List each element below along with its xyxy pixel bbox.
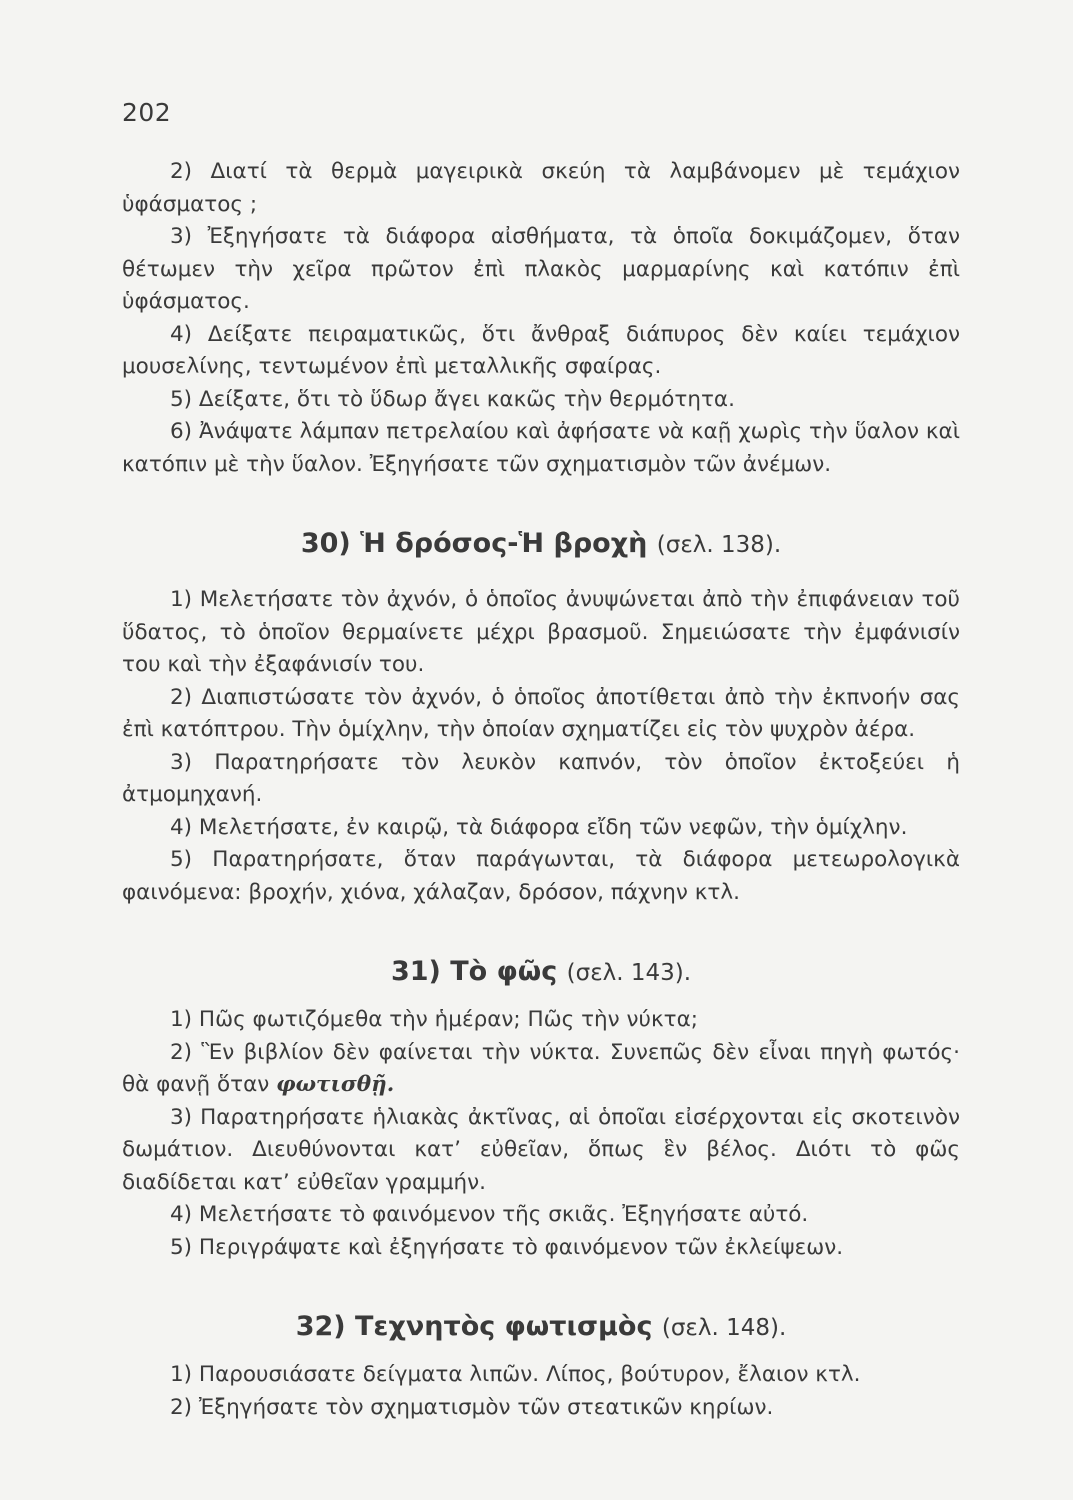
exercise-item: 4) Μελετήσατε, ἐν καιρῷ, τὰ διάφορα εἴδη τῶν νεφῶν, τὴν ὁμίχλην. [170, 814, 908, 840]
exercise-item: 3) Παρατηρήσατε τὸν λευκὸν καπνόν, τὸν ὁποῖον ἐκτοξεύει ἡ ἀτμομηχανή. [122, 749, 960, 807]
section-heading-31 [122, 955, 960, 990]
exercise-item: 3) Παρατηρήσατε ἡλιακὰς ἀκτῖνας, αἱ ὁποῖαι εἰσέρχονται εἰς σκοτεινὸν δωμάτιον. Διευθύνονται κατ’ εὐθεῖαν, ὅπως ἓν βέλος. Διότι τὸ φῶς διαδίδεται κατ’ εὐθεῖαν γραμμήν. [122, 1104, 960, 1195]
section-title: 32) Τεχνητὸς φωτισμὸς [295, 1311, 653, 1342]
exercise-item: 5) Δείξατε, ὅτι τὸ ὕδωρ ἄγει κακῶς τὴν θερμότητα. [170, 386, 735, 412]
exercise-item: 1) Μελετήσατε τὸν ἀχνόν, ὁ ὁποῖος ἀνυψώνεται ἀπὸ τὴν ἐπιφάνειαν τοῦ ὕδατος, τὸ ὁποῖον θερμαίνετε μέχρι βρασμοῦ. Σημειώσατε τὴν ἐμφάνισίν του καὶ τὴν ἐξαφάνισίν του. [122, 587, 960, 677]
exercise-text: 2) Ἓν βιβλίον δὲν φαίνεται τὴν νύκτα. Συνεπῶς δὲν εἶναι πηγὴ φωτός· θὰ φανῇ ὅταν [122, 1039, 960, 1097]
exercise-item: 6) Ἀνάψατε λάμπαν πετρελαίου καὶ ἀφήσατε νὰ καῇ χωρὶς τὴν ὕαλον καὶ κατόπιν μὲ τὴν ὕαλον. Ἐξηγήσατε τῶν σχηματισμὸν τῶν ἀνέμων. [122, 419, 960, 477]
page-reference: (σελ. 143). [566, 960, 692, 986]
exercise-item: 1) Παρουσιάσατε δείγματα λιπῶν. Λίπος, βούτυρον, ἔλαιον κτλ. [170, 1362, 861, 1387]
section-title: 31) Τὸ φῶς [390, 956, 558, 987]
exercise-item: 2) Ἐξηγήσατε τὸν σχηματισμὸν τῶν στεατικῶν κηρίων. [170, 1394, 774, 1420]
exercise-item: 1) Πῶς φωτιζόμεθα τὴν ἡμέραν; Πῶς τὴν νύκτα; [170, 1007, 699, 1032]
exercise-item: 2) Διαπιστώσατε τὸν ἀχνόν, ὁ ὁποῖος ἀποτίθεται ἀπὸ τὴν ἐκπνοήν σας ἐπὶ κατόπτρου. Τὴν ὁμίχλην, τὴν ὁποίαν σχηματίζει εἰς τὸν ψυχρὸν ἀέρα. [122, 684, 960, 742]
exercise-item: 5) Περιγράψατε καὶ ἐξηγήσατε τὸ φαινόμενον τῶν ἐκλείψεων. [170, 1234, 844, 1260]
section-heading-30 [122, 527, 960, 562]
exercise-item: 3) Ἐξηγήσατε τὰ διάφορα αἰσθήματα, τὰ ὁποῖα δοκιμάζομεν, ὅταν θέτωμεν τὴν χεῖρα πρῶτον ἐπὶ πλακὸς μαρμαρίνης καὶ κατόπιν ἐπὶ ὑφάσματος. [122, 224, 960, 314]
exercise-item: 2) Διατί τὰ θερμὰ μαγειρικὰ σκεύη τὰ λαμβάνομεν μὲ τεμάχιον ὑφάσματος ; [122, 159, 960, 217]
exercise-item: 5) Παρατηρήσατε, ὅταν παράγωνται, τὰ διάφορα μετεωρολογικὰ φαινόμενα: βροχήν, χιόνα, χάλαζαν, δρόσον, πάχνην κτλ. [122, 847, 960, 905]
page-reference: (σελ. 138). [656, 532, 782, 558]
emphasized-word: φωτισθῇ. [276, 1072, 395, 1097]
section-heading-32 [122, 1310, 960, 1345]
exercise-item: 4) Δείξατε πειραματικῶς, ὅτι ἄνθραξ διάπυρος δὲν καίει τεμάχιον μουσελίνης, τεντωμένον ἐπὶ μεταλλικῆς σφαίρας. [122, 321, 960, 379]
section-title: 30) Ἡ δρόσος-Ἡ βροχὴ [300, 528, 648, 559]
exercise-item [122, 1037, 960, 1102]
page-reference: (σελ. 148). [661, 1315, 787, 1341]
page-number: 202 [122, 98, 172, 127]
page-content [122, 156, 960, 1424]
exercise-item: 4) Μελετήσατε τὸ φαινόμενον τῆς σκιᾶς. Ἐξηγήσατε αὐτό. [170, 1202, 809, 1227]
